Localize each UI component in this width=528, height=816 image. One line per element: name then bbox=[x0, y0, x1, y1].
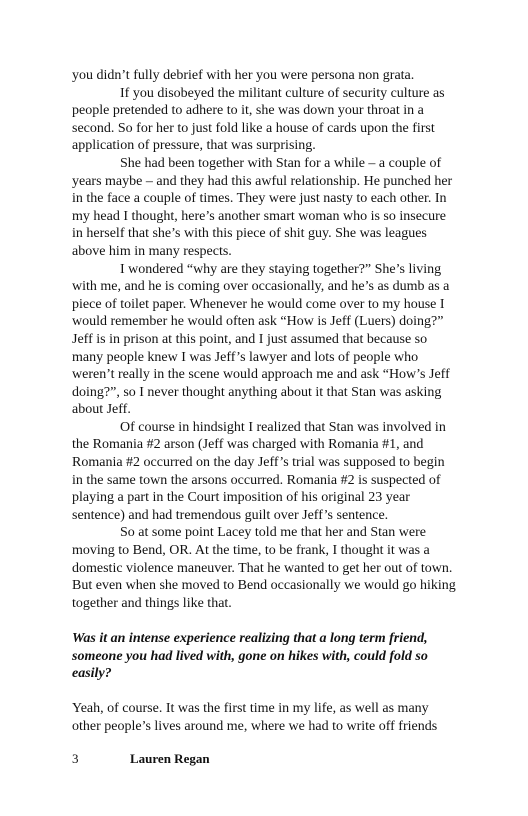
footer-author: Lauren Regan bbox=[130, 751, 210, 766]
page-footer bbox=[72, 751, 210, 767]
page-number: 3 bbox=[72, 751, 79, 766]
paragraph-staying-together: I wondered “why are they staying together?” She’s living with me, and he is coming over occasionally, and he’s as dumb as a piece of toilet paper. Whenever he would come over to my house I would remember he would often ask “How is Jeff (Luers) doing?” Jeff is in prison at this point, and I just assumed that because so many people knew I was Jeff’s lawyer and lots of people who weren’t really in the scene would approach me and ask “How’s Jeff doing?”, so I never thought anything about it that Stan was asking about Jeff. bbox=[72, 261, 450, 418]
paragraph-continuation: you didn’t fully debrief with her you were persona non grata. bbox=[72, 68, 415, 83]
paragraph-moving-to-bend: So at some point Lacey told me that her and Stan were moving to Bend, OR. At the time, to be frank, I thought it was a domestic violence maneuver. That he wanted to get her out of town. But even when she moved to Bend occasionally we would go hiking together and things like that. bbox=[72, 525, 456, 611]
paragraph-security-culture: If you disobeyed the militant culture of security culture as people pretended to adhere to it, she was down your throat in a second. So for her to just fold like a house of cards upon the first application of pressure, that was surprising. bbox=[72, 85, 445, 154]
interview-answer: Yeah, of course. It was the first time in my life, as well as many other people’s lives around me, where we had to write off friends bbox=[72, 701, 438, 734]
paragraph-relationship: She had been together with Stan for a while – a couple of years maybe – and they had this awful relationship. He punched her in the face a couple of times. They were just nasty to each other. In my head I thought, here’s another smart woman who is so insecure in herself that she’s with this piece of shit guy. She was leagues above him in many respects. bbox=[72, 155, 453, 259]
interview-question: Was it an intense experience realizing that a long term friend, someone you had lived with, gone on hikes with, could fold so easily? bbox=[72, 631, 428, 682]
paragraph-hindsight: Of course in hindsight I realized that Stan was involved in the Romania #2 arson (Jeff was charged with Romania #1, and Romania #2 occurred on the day Jeff’s trial was supposed to begin in the same town the arsons occurred. Romania #2 is suspected of playing a part in the Court imposition of his original 23 year sentence) and had tremendous guilt over Jeff’s sentence. bbox=[72, 419, 446, 523]
page-body bbox=[72, 67, 458, 736]
